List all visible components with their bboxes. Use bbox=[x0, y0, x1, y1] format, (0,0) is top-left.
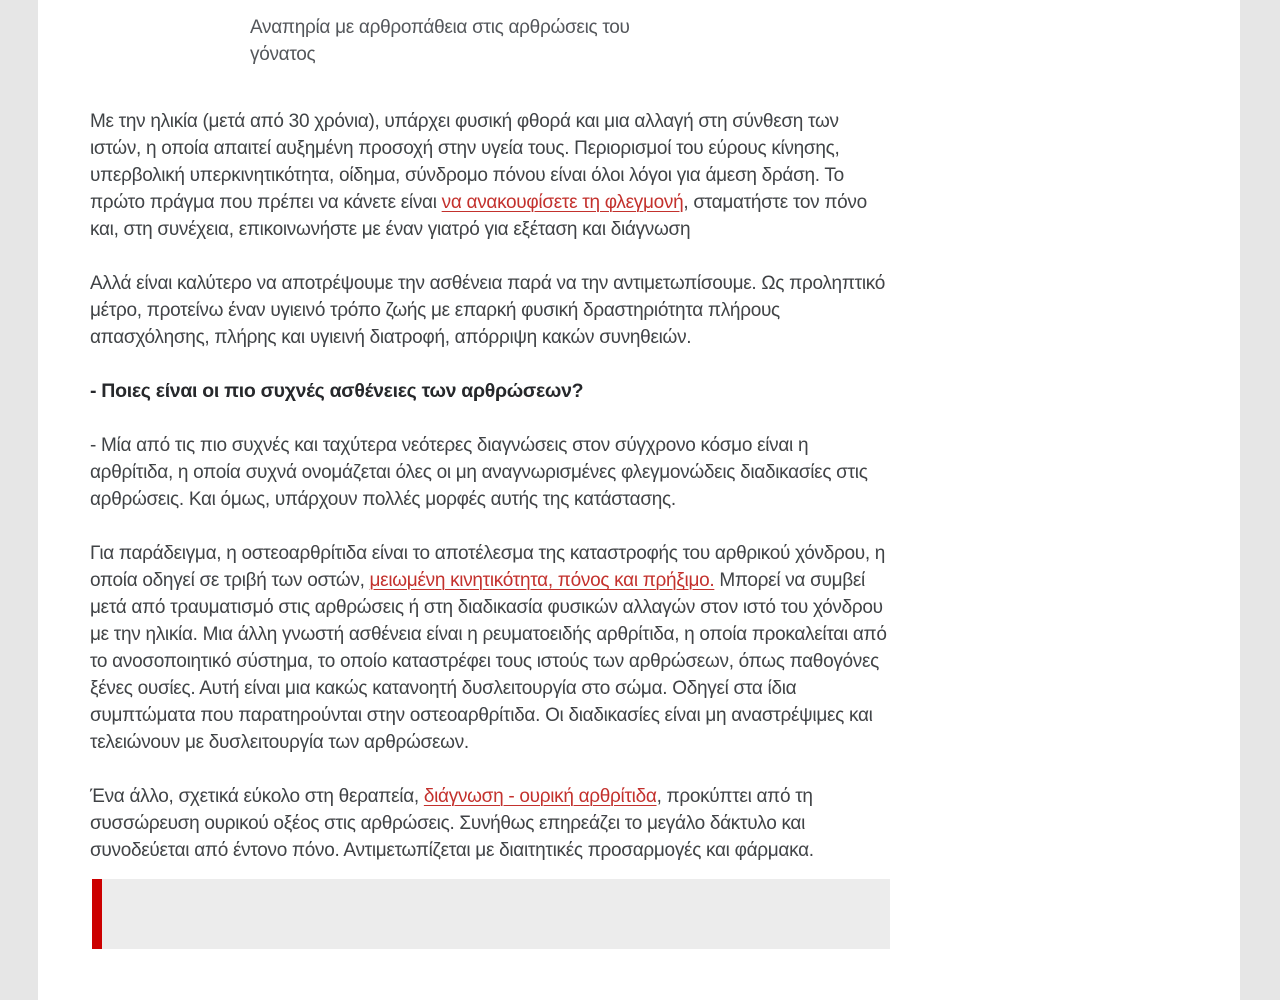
paragraph-prevention-advice: Αλλά είναι καλύτερο να αποτρέψουμε την ασθένεια παρά να την αντιμετωπίσουμε. Ως προληπτικό μέτρο, προτείνω έναν υγιεινό τρόπο ζωής με επαρκή φυσική δραστηριότητα πλήρους απασχόλησης, πλήρης και υγιεινή διατροφή, απόρριψη κακών συνηθειών. bbox=[90, 273, 885, 348]
paragraph-age-related-wear bbox=[90, 108, 890, 243]
paragraph-text: Ένα άλλο, σχετικά εύκολο στη θεραπεία, bbox=[90, 786, 424, 807]
paragraph-text: , σταματήστε τον πόνο και, στη συνέχεια, επικοινωνήστε με έναν γιατρό για εξέταση και διάγνωση bbox=[90, 192, 867, 240]
article-content bbox=[90, 0, 890, 949]
paragraph-arthritis-diagnosis: - Μία από τις πιο συχνές και ταχύτερα νεότερες διαγνώσεις στον σύγχρονο κόσμο είναι η αρθρίτιδα, η οποία συχνά ονομάζεται όλες οι μη αναγνωρισμένες φλεγμονώδεις διαδικασίες στις αρθρώσεις. Και όμως, υπάρχουν πολλές μορφές αυτής της κατάστασης. bbox=[90, 435, 868, 510]
blockquote-partial bbox=[92, 879, 890, 949]
reduced-mobility-pain-swelling-link[interactable]: μειωμένη κινητικότητα, πόνος και πρήξιμο. bbox=[369, 570, 715, 591]
gout-diagnosis-link[interactable]: διάγνωση - ουρική αρθρίτιδα bbox=[423, 786, 657, 807]
paragraph-text: Με την ηλικία (μετά από 30 χρόνια), υπάρχει φυσική φθορά και μια αλλαγή στη σύνθεση των ιστών, η οποία απαιτεί αυξημένη προσοχή στην υγεία τους. Περιορισμοί του εύρους κίνησης, υπερβολική υπερκινητικότητα, οίδημα, σύνδρομο πόνου είναι όλοι λόγοι για άμεση δράση. Το πρώτο πράγμα που πρέπει να κάνετε είναι bbox=[90, 111, 844, 213]
paragraph-osteoarthritis-rheumatoid bbox=[90, 540, 890, 756]
article-sheet bbox=[38, 0, 1240, 1000]
blockquote-accent-bar bbox=[92, 879, 102, 949]
paragraph-text: Για παράδειγμα, η οστεοαρθρίτιδα είναι το αποτέλεσμα της καταστροφής του αρθρικού χόνδρου, η οποία οδηγεί σε τριβή των οστών, bbox=[90, 543, 886, 591]
paragraph-text: , προκύπτει από τη συσσώρευση ουρικού οξέος στις αρθρώσεις. Συνήθως επηρεάζει το μεγάλο δάκτυλο και συνοδεύεται από έντονο πόνο. Αντιμετωπίζεται με διαιτητικές προσαρμογές και φάρμακα. bbox=[90, 786, 814, 861]
common-joint-diseases-heading: - Ποιες είναι οι πιο συχνές ασθένειες των αρθρώσεων? bbox=[90, 380, 584, 402]
paragraph-text: Μπορεί να συμβεί μετά από τραυματισμό στις αρθρώσεις ή στη διαδικασία φυσικών αλλαγών στον ιστό του χόνδρου με την ηλικία. Μια άλλη γνωστή ασθένεια είναι η ρευματοειδής αρθρίτιδα, η οποία προκαλείται από το ανοσοποιητικό σύστημα, το οποίο καταστρέφει τους ιστούς των αρθρώσεων, όπως παθογόνες ξένες ουσίες. Αυτή είναι μια κακώς κατανοητή δυσλειτουργία στο σώμα. Οδηγεί στα ίδια συμπτώματα που παρατηρούνται στην οστεοαρθρίτιδα. Οι διαδικασίες είναι μη αναστρέψιμες και τελειώνουν με δυσλειτουργία των αρθρώσεων. bbox=[90, 570, 887, 753]
image-caption: Αναπηρία με αρθροπάθεια στις αρθρώσεις του γόνατος bbox=[250, 17, 630, 65]
relieve-inflammation-link[interactable]: να ανακουφίσετε τη φλεγμονή bbox=[441, 192, 684, 213]
paragraph-gout bbox=[90, 783, 890, 864]
